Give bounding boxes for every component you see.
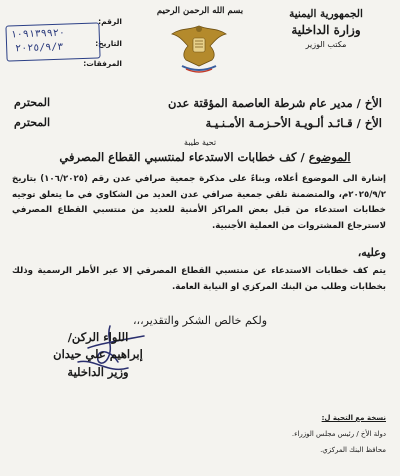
addressee-1-name: الأخ / مدير عام شرطة العاصمة المؤقتة عدن bbox=[167, 96, 382, 110]
ministry-name: وزارة الداخلية bbox=[291, 23, 361, 37]
addressee-2-title: المحترم bbox=[14, 116, 51, 129]
country-name: الجمهورية اليمنية bbox=[289, 8, 363, 20]
letterhead-right bbox=[266, 8, 386, 49]
signature-block bbox=[38, 330, 158, 379]
copy-item: محافظ البنك المركزي. bbox=[320, 446, 386, 454]
attachments-label: المرفقات: bbox=[83, 58, 122, 68]
addressee-2 bbox=[14, 116, 382, 130]
subject-line bbox=[40, 150, 370, 164]
ref-date-label: التاريخ: bbox=[95, 38, 122, 48]
addressee-1-title: المحترم bbox=[14, 96, 51, 109]
copy-item: دولة الأخ / رئيس مجلس الوزراء. bbox=[291, 430, 386, 438]
addressee-2-name: الأخ / قـائـد ألـويـة الأحـزمـة الأمـنـيـة bbox=[205, 116, 382, 130]
greeting: تحية طيبة bbox=[183, 138, 217, 147]
office-name: مكتب الوزير bbox=[305, 40, 347, 49]
ref-number-label: الرقم: bbox=[98, 16, 122, 26]
copies-list bbox=[292, 410, 386, 458]
stamp-date: ٢٠٢٥/٩/٣ bbox=[15, 41, 64, 55]
instruction-paragraph: يتم كف خطابات الاستدعاء عن منتسبي القطاع المصرفي إلا عبر الأطر الرسمية وذلك بخطابات وطلب من البنك المركزي او النيابة العامة. bbox=[12, 266, 386, 292]
therefore-heading: وعليه، bbox=[357, 246, 386, 259]
national-emblem-icon bbox=[168, 20, 230, 76]
basmala: بسم الله الرحمن الرحيم bbox=[156, 6, 244, 16]
subject-text: / كف خطابات الاستدعاء لمنتسبي القطاع المصرفي bbox=[59, 150, 305, 164]
signatory-rank: اللواء الركن/ bbox=[67, 330, 129, 344]
subject-label: الموضوع bbox=[308, 150, 351, 164]
stamp-number: ١٠٩١٣٩٩٢٠ bbox=[10, 27, 66, 41]
addressee-1 bbox=[14, 96, 382, 110]
signatory-name: إبراهيم علي حيدان bbox=[53, 347, 143, 361]
body-paragraph: إشارة الى الموضوع أعلاه، وبناءً على مذكرة جمعية صرافي عدن رقم (١٠٦/٢٠٢٥) بتاريخ ٢٠٢٥/٩/٢م، والمتضمنة تلقي جمعية صرافي عدن العديد من الشكاوي في ما يتعلق توجيه خطابات استدعاء من قبل بعض المراكز الأمنية للعديد من منتسبي القطاع المصرفي لاسترجاع المشتروات من العملية الأجنبية. bbox=[12, 174, 387, 231]
copies-heading: نسخة مع التحية ل: bbox=[321, 414, 386, 422]
registry-stamp bbox=[5, 22, 100, 61]
closing-line: ولكم خالص الشكر والتقدير،،، bbox=[132, 314, 268, 327]
signatory-title: وزير الداخلية bbox=[67, 365, 129, 379]
